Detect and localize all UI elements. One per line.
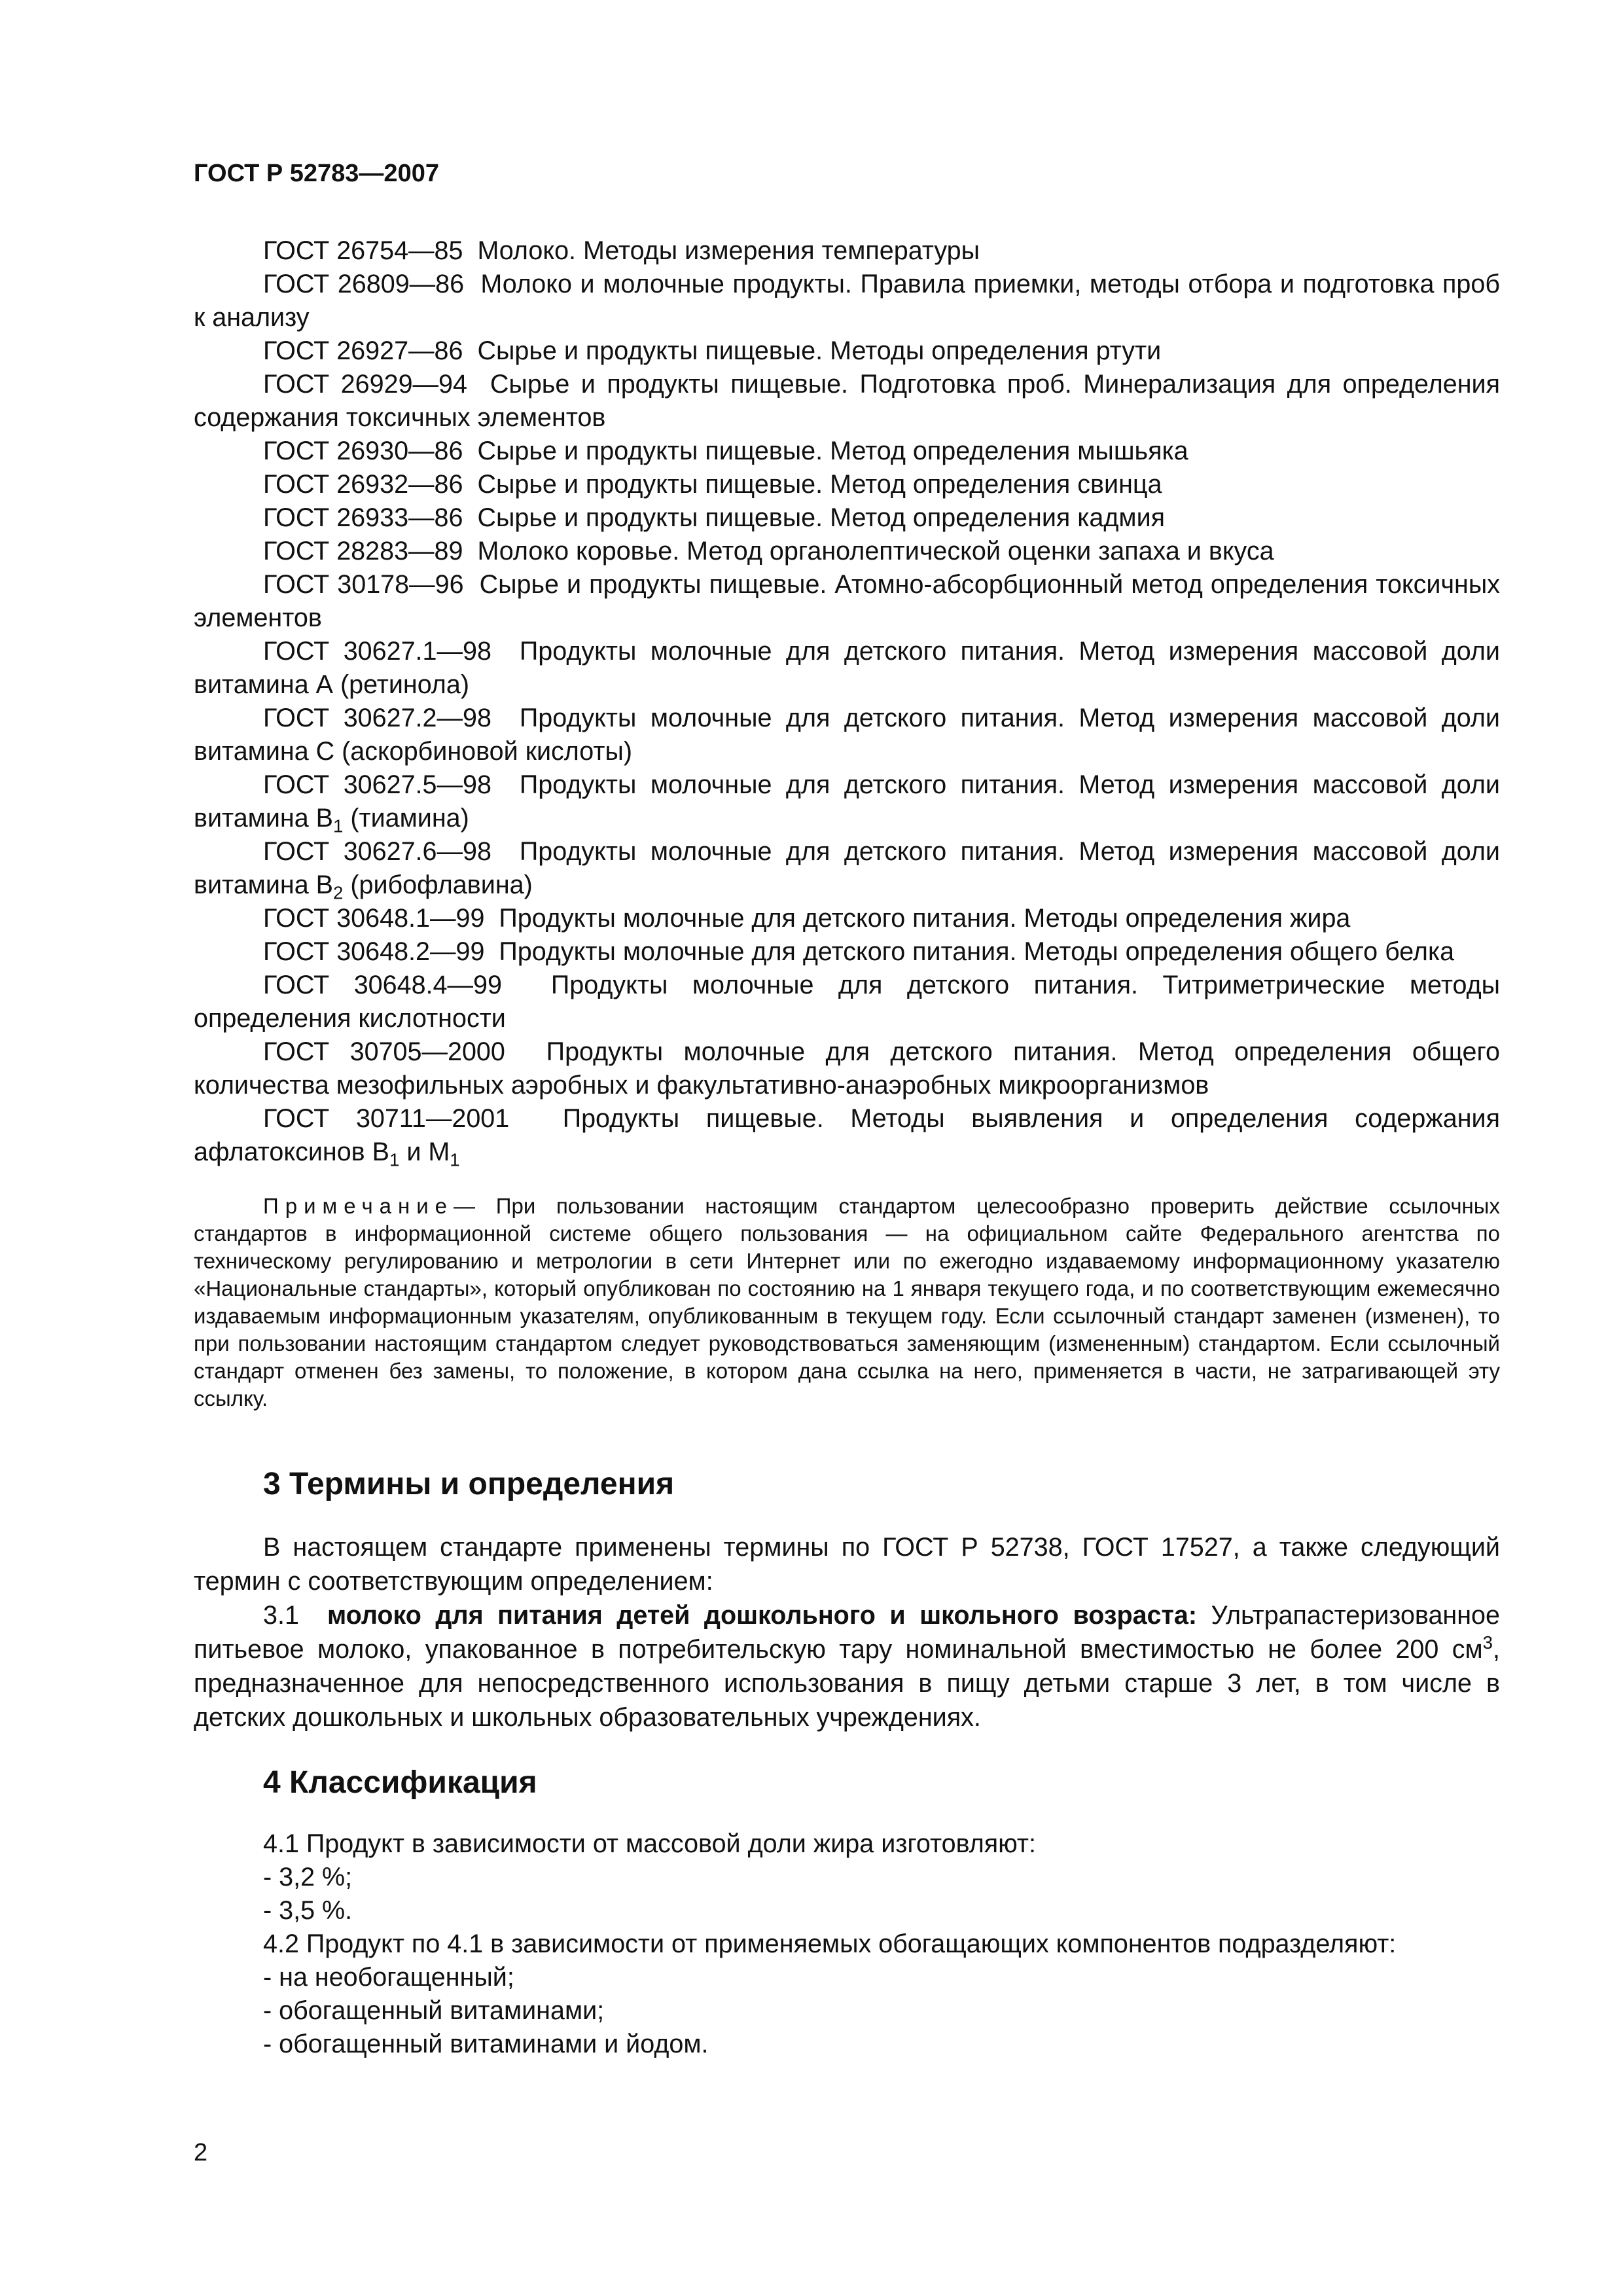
reference-item: ГОСТ 26927—86 Сырье и продукты пищевые. Методы определения ртути: [263, 336, 1162, 365]
reference-item: ГОСТ 30648.4—99 Продукты молочные для детского питания. Титриметрические методы определения кислотности: [194, 971, 1501, 1033]
term-name: молоко для питания детей дошкольного и школьного возраста:: [327, 1601, 1197, 1630]
note: [194, 1193, 1500, 1412]
note-label: Примечание: [263, 1194, 454, 1218]
page-number: 2: [194, 2139, 208, 2166]
section-4-heading: 4 Классификация: [263, 1765, 537, 1800]
references-list: [194, 234, 1500, 1169]
section-3-body: [194, 1530, 1500, 1734]
classification-line: - 3,2 %;: [263, 1863, 353, 1892]
classification-line: - на необогащенный;: [263, 1963, 514, 1992]
classification-line: 4.1 Продукт в зависимости от массовой доли жира изготовляют:: [263, 1829, 1036, 1858]
reference-item: ГОСТ 26933—86 Сырье и продукты пищевые. Метод определения кадмия: [263, 503, 1166, 532]
reference-item: ГОСТ 30627.1—98 Продукты молочные для детского питания. Метод измерения массовой доли витамина А (ретинола): [194, 637, 1500, 699]
classification-line: - обогащенный витаминами;: [263, 1996, 605, 2025]
reference-item: ГОСТ 30627.5—98 Продукты молочные для детского питания. Метод измерения массовой доли витамина $В_1$ (тиамина): [194, 770, 1500, 836]
reference-item: ГОСТ 30627.2—98 Продукты молочные для детского питания. Метод измерения массовой доли витамина С (аскорбиновой кислоты): [194, 704, 1500, 766]
reference-item: ГОСТ 28283—89 Молоко коровье. Метод органолептической оценки запаха и вкуса: [263, 537, 1274, 565]
term-definition: 3.1 молоко для питания детей дошкольного и школьного возраста: Ультрапастеризованное питьевое молоко, упакованное в потребительскую тару номинальной вместимостью не более 200 $см^3$, предназначенное для непосредственного использования в пищу детьми старше 3 лет, в том числе в детских дошкольных и школьных образовательных учреждениях.: [194, 1601, 1500, 1732]
section-3-intro: В настоящем стандарте применены термины по ГОСТ Р 52738, ГОСТ 17527, а также следующий термин с соответствующим определением:: [194, 1533, 1500, 1596]
classification-line: - 3,5 %.: [263, 1896, 353, 1925]
reference-item: ГОСТ 26932—86 Сырье и продукты пищевые. Метод определения свинца: [263, 470, 1162, 499]
reference-item: ГОСТ 26754—85 Молоко. Методы измерения температуры: [263, 236, 980, 265]
reference-item: ГОСТ 30648.1—99 Продукты молочные для детского питания. Методы определения жира: [263, 904, 1351, 933]
classification-line: - обогащенный витаминами и йодом.: [263, 2030, 709, 2058]
note-text: — При пользовании настоящим стандартом целесообразно проверить действие ссылочных стандартов в информационной системе общего пользования — на официальном сайте Федерального агентства по техническому регулированию и метрологии в сети Интернет или по ежегодно издаваемому информационному указателю «Национальные стандарты», который опубликован по состоянию на 1 января текущего года, и по соответствующим ежемесячно издаваемым информационным указателям, опубликованным в текущем году. Если ссылочный стандарт заменен (изменен), то при пользовании настоящим стандартом следует руководствоваться заменяющим (измененным) стандартом. Если ссылочный стандарт отменен без замены, то положение, в котором дана ссылка на него, применяется в части, не затрагивающей эту ссылку.: [194, 1194, 1500, 1410]
reference-item: ГОСТ 30705—2000 Продукты молочные для детского питания. Метод определения общего количества мезофильных аэробных и факультативно-анаэробных микроорганизмов: [194, 1037, 1500, 1100]
document-number: ГОСТ Р 52783—2007: [194, 160, 439, 187]
reference-item: ГОСТ 30711—2001 Продукты пищевые. Методы выявления и определения содержания афлатоксинов $В_1$ и $М_1$: [194, 1104, 1501, 1170]
section-4-body: [194, 1827, 1500, 2061]
classification-line: 4.2 Продукт по 4.1 в зависимости от применяемых обогащающих компонентов подразделяют:: [263, 1929, 1397, 1958]
reference-item: ГОСТ 30648.2—99 Продукты молочные для детского питания. Методы определения общего белка: [263, 937, 1455, 966]
section-3-heading: 3 Термины и определения: [263, 1467, 675, 1501]
reference-item: ГОСТ 26929—94 Сырье и продукты пищевые. Подготовка проб. Минерализация для определения содержания токсичных элементов: [194, 370, 1500, 432]
reference-item: ГОСТ 26930—86 Сырье и продукты пищевые. Метод определения мышьяка: [263, 437, 1188, 465]
reference-item: ГОСТ 26809—86 Молоко и молочные продукты. Правила приемки, методы отбора и подготовка проб к анализу: [194, 270, 1500, 332]
reference-item: ГОСТ 30178—96 Сырье и продукты пищевые. Атомно-абсорбционный метод определения токсичных элементов: [194, 570, 1500, 632]
reference-item: ГОСТ 30627.6—98 Продукты молочные для детского питания. Метод измерения массовой доли витамина $В_2$ (рибофлавина): [194, 837, 1500, 903]
